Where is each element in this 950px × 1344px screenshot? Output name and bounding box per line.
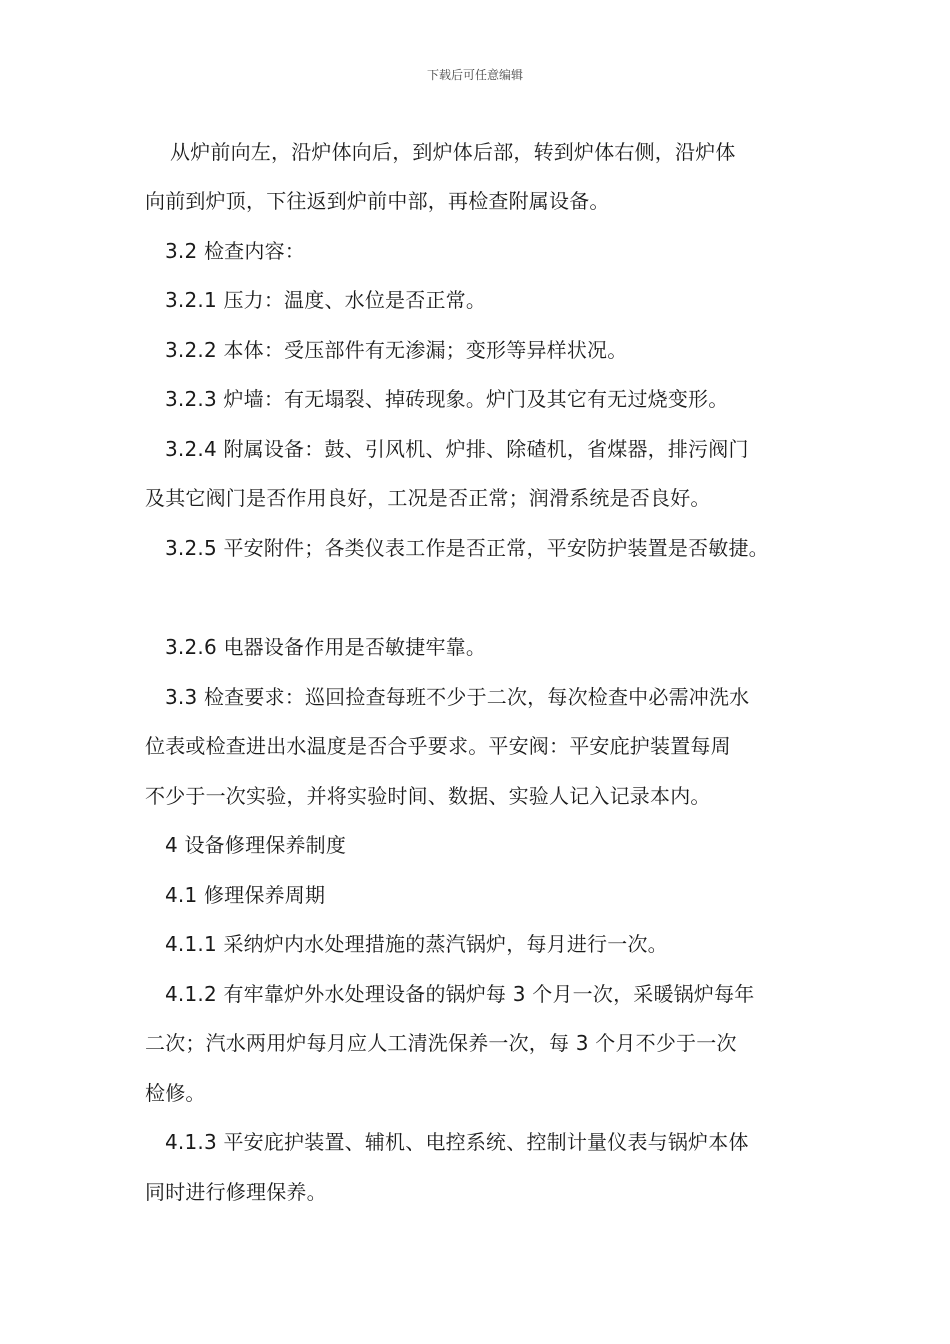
- paragraph-line: 位表或检查进出水温度是否合乎要求。平安阀：平安庇护装置每周: [145, 734, 731, 758]
- page-header: 下载后可任意编辑: [426, 68, 523, 82]
- paragraph-line: 不少于一次实验，并将实验时间、数据、实验人记入记录本内。: [145, 784, 711, 808]
- paragraph-line: 3.2.6 电器设备作用是否敏捷牢靠。: [165, 635, 487, 659]
- section-heading: 4.1 修理保养周期: [165, 883, 326, 907]
- paragraph-line: 检修。: [145, 1081, 206, 1105]
- paragraph-line: 同时进行修理保养。: [145, 1180, 327, 1204]
- paragraph-line: 3.2.3 炉墙：有无塌裂、掉砖现象。炉门及其它有无过烧变形。: [165, 387, 729, 411]
- paragraph-line: 向前到炉顶，下往返到炉前中部，再检查附属设备。: [145, 189, 610, 213]
- paragraph-line: 及其它阀门是否作用良好，工况是否正常；润滑系统是否良好。: [145, 486, 711, 510]
- paragraph-line: 3.2.4 附属设备：鼓、引风机、炉排、除碴机，省煤器，排污阀门: [165, 437, 749, 461]
- paragraph-line: 二次；汽水两用炉每月应人工清洗保养一次，每 3 个月不少于一次: [145, 1031, 737, 1055]
- paragraph-line: 3.3 检查要求：巡回捡查每班不少于二次，每次检查中必需冲洗水: [165, 685, 750, 709]
- paragraph-line: 4.1.2 有牢靠炉外水处理设备的锅炉每 3 个月一次，采暖锅炉每年: [165, 982, 755, 1006]
- paragraph-line: 3.2.1 压力：温度、水位是否正常。: [165, 288, 487, 312]
- paragraph-line: 从炉前向左，沿炉体向后，到炉体后部，转到炉体右侧，沿炉体: [170, 140, 736, 164]
- section-heading: 4 设备修理保养制度: [165, 833, 347, 857]
- paragraph-line: 3.2.2 本体：受压部件有无渗漏；变形等异样状况。: [165, 338, 628, 362]
- paragraph-line: 4.1.1 采纳炉内水处理措施的蒸汽锅炉，每月进行一次。: [165, 932, 668, 956]
- section-heading: 3.2 检查内容：: [165, 239, 305, 263]
- paragraph-line: 4.1.3 平安庇护装置、辅机、电控系统、控制计量仪表与锅炉本体: [165, 1130, 749, 1154]
- paragraph-line: 3.2.5 平安附件；各类仪表工作是否正常，平安防护装置是否敏捷。: [165, 536, 769, 560]
